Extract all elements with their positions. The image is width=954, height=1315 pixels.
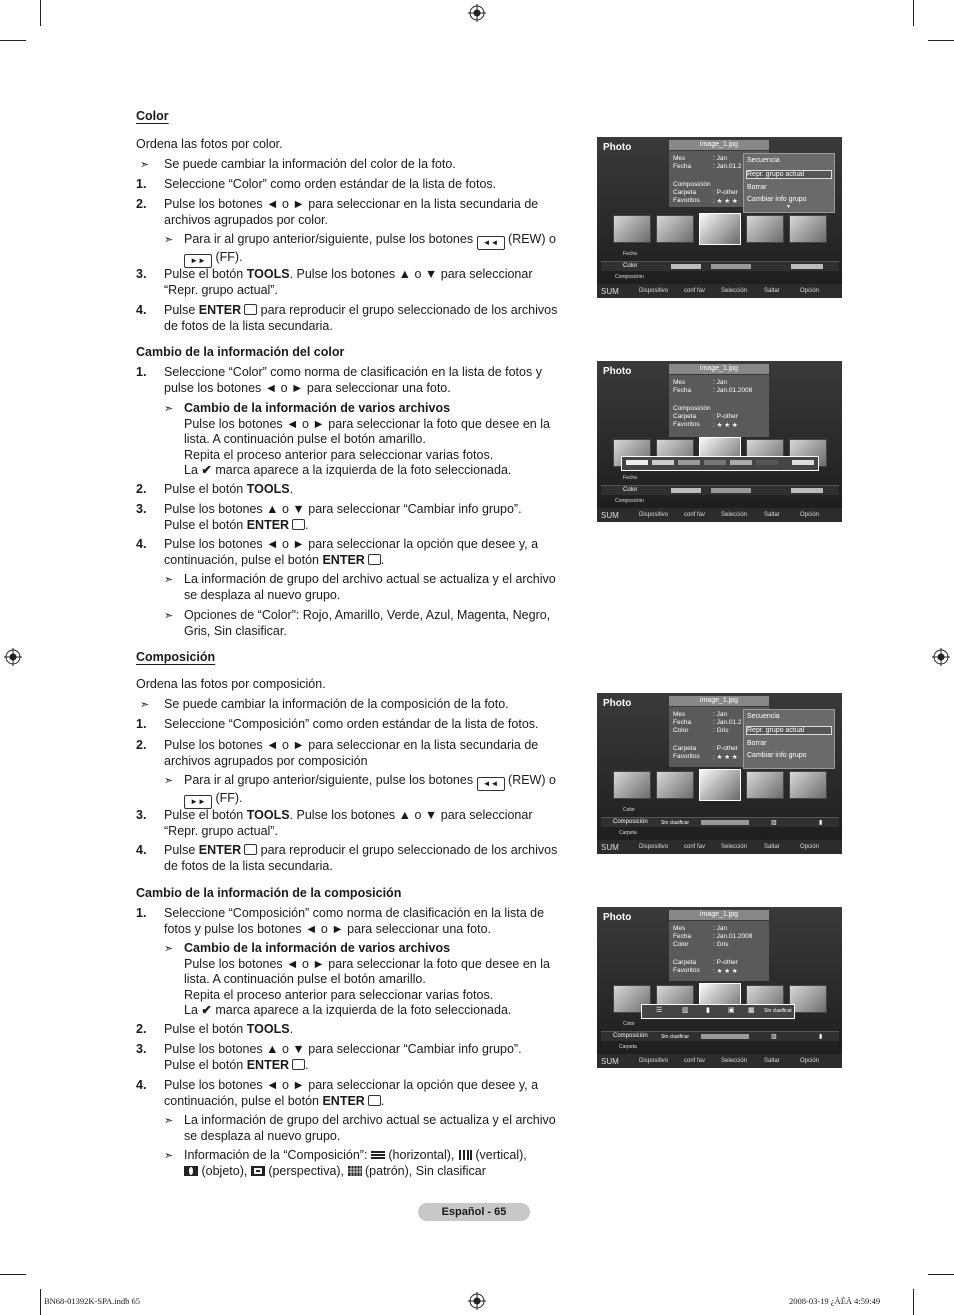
object-composition-icon: [184, 1166, 198, 1176]
note-text: Opciones de “Color”: Rojo, Amarillo, Verde, Azul, Magenta, Negro, Gris, Sin clasificar.: [184, 608, 551, 638]
photo-thumbnail: [746, 771, 784, 799]
print-date-info: 2008-03-19 ¿ÀÈÄ 4:59:49: [789, 1296, 881, 1306]
step-number: 3.: [136, 267, 147, 281]
photo-thumbnail-current: [699, 213, 741, 245]
step-text: Seleccione “Composición” como orden estándar de la lista de fotos.: [164, 717, 539, 731]
screen-footer: SUM Dispositivo conf fav Selección Saltar Opción: [597, 508, 842, 522]
note-arrow-icon: ➣: [164, 1115, 174, 1127]
step-text: Pulse los botones ◄ o ► para seleccionar en la lista secundaria de archivos agrupados por composición: [164, 738, 539, 768]
tv-screen-color-select: [597, 361, 842, 522]
sort-label: Carpeta: [619, 830, 637, 836]
photo-thumbnail: [656, 771, 694, 799]
note-arrow-icon: ➣: [164, 403, 174, 415]
tv-screen-comp-select: [597, 907, 842, 1068]
photo-thumbnail-current: [699, 769, 741, 801]
sort-label: Carpeta: [619, 1044, 637, 1050]
screen-footer: SUM Dispositivo conf fav Selección Saltar Opción: [597, 284, 842, 298]
menu-item[interactable]: Borrar: [747, 740, 767, 747]
screen-title: Photo: [603, 912, 632, 923]
step-line: Pulse los botones ◄ o ► para seleccionar en la lista secundaria de: [164, 197, 539, 211]
perspective-composition-icon: [251, 1166, 265, 1176]
step-text: Pulse los botones ◄ o ► para seleccionar la opción que desee y, a continuación, pulse el botón ENTER .: [164, 537, 539, 567]
crop-mark: [40, 1289, 41, 1315]
note-arrow-icon: ➣: [164, 1150, 174, 1162]
file-name: image_1.jpg: [669, 696, 769, 706]
enter-icon: [244, 844, 257, 855]
step-text: Seleccione “Color” como norma de clasificación en la lista de fotos y pulse los botones ◄ o ► para seleccionar una foto.: [164, 365, 542, 395]
horizontal-composition-icon: ☰: [656, 1007, 663, 1014]
note-arrow-icon: ➣: [164, 943, 174, 955]
info-panel: Mes : Jan Fecha : Jan.01.2 Composición Carpeta : P-other Favoritos : ★ ★ ★: [669, 151, 769, 207]
option-label: Sin clasificar: [764, 1008, 793, 1014]
sort-label: Composición: [615, 274, 644, 280]
registration-mark-icon: [468, 1292, 486, 1310]
intro-text: Ordena las fotos por composición.: [136, 677, 326, 691]
screen-footer: SUM Dispositivo conf fav Selección Saltar Opción: [597, 1054, 842, 1068]
vertical-composition-icon: ▥: [682, 1007, 689, 1014]
step-number: 4.: [136, 843, 147, 857]
note-text: [184, 232, 556, 268]
color-option-bar[interactable]: [621, 456, 819, 471]
crop-mark: [40, 0, 41, 26]
registration-mark-icon: [468, 4, 486, 22]
ff-button-icon: ►►: [184, 795, 212, 809]
enter-icon: [244, 304, 257, 315]
tools-menu: [743, 709, 835, 769]
subsection-title: Cambio de la información de la composición: [136, 886, 402, 900]
menu-item-selected[interactable]: Repr. grupo actual: [746, 170, 832, 179]
registration-mark-icon: [4, 648, 22, 666]
page-number-badge: Español - 65: [418, 1203, 530, 1221]
checkmark-icon: ✔: [201, 463, 212, 477]
step-text: Pulse el botón TOOLS. Pulse los botones ▲ o ▼ para seleccionar “Repr. grupo actual”.: [164, 267, 533, 297]
note-arrow-icon: ➣: [140, 699, 150, 711]
screen-footer: SUM Dispositivo conf fav Selección Saltar Opción: [597, 840, 842, 854]
step-text: Pulse ENTER para reproducir el grupo seleccionado de los archivos de fotos de la lista secundaria.: [164, 303, 558, 333]
file-name: image_1.jpg: [669, 910, 769, 920]
info-panel: Mes : Jan Fecha : Jan.01.2008 Composición Carpeta : P-other Favoritos : ★ ★ ★: [669, 375, 769, 437]
crop-mark: [928, 40, 954, 41]
tv-screen-color-menu: [597, 137, 842, 298]
menu-item-selected[interactable]: Repr. grupo actual: [746, 726, 832, 735]
step-text: Pulse los botones ▲ o ▼ para seleccionar “Cambiar info grupo”. Pulse el botón ENTER .: [164, 1042, 522, 1072]
pattern-composition-icon: [348, 1166, 362, 1176]
step-number: 3.: [136, 1042, 147, 1056]
step-text: Pulse los botones ◄ o ► para seleccionar la opción que desee y, a continuación, pulse el botón ENTER .: [164, 1078, 539, 1108]
perspective-composition-icon: ▣: [728, 1007, 735, 1014]
photo-thumbnail: [613, 215, 651, 243]
menu-item[interactable]: Borrar: [747, 184, 767, 191]
note-arrow-icon: ➣: [164, 775, 174, 787]
step-text: Seleccione “Composición” como norma de clasificación en la lista de fotos y pulse los botones ◄ o ► para seleccionar una foto.: [164, 906, 545, 936]
tools-menu: [743, 153, 835, 213]
note-line: Para ir al grupo anterior/siguiente, pulse los botones: [184, 232, 474, 246]
section-title-composicion: Composición: [136, 650, 216, 664]
intro-text: Ordena las fotos por color.: [136, 137, 283, 151]
menu-item[interactable]: Secuencia: [747, 157, 780, 164]
screen-title: Photo: [603, 142, 632, 153]
chevron-down-icon: ▼: [786, 204, 791, 210]
note-arrow-icon: ➣: [164, 574, 174, 586]
note-arrow-icon: ➣: [140, 159, 150, 171]
registration-mark-icon: [932, 648, 950, 666]
menu-item[interactable]: Secuencia: [747, 713, 780, 720]
note-text: Se puede cambiar la información del color de la foto.: [164, 157, 456, 171]
rew-button-icon: ◄◄: [477, 236, 505, 250]
note-line: (FF).: [215, 250, 243, 264]
crop-mark: [0, 40, 26, 41]
object-composition-icon: ▮: [706, 1007, 710, 1014]
screen-title: Photo: [603, 366, 632, 377]
note-text: La información de grupo del archivo actual se actualiza y el archivo se desplaza al nuevo grupo.: [184, 1113, 556, 1143]
rew-button-icon: ◄◄: [477, 777, 505, 791]
step-text: Pulse ENTER para reproducir el grupo seleccionado de los archivos de fotos de la lista secundaria.: [164, 843, 558, 873]
photo-thumbnail: [613, 771, 651, 799]
screen-title: Photo: [603, 698, 632, 709]
sort-label: Fecha: [623, 251, 637, 257]
object-composition-icon: ▮: [819, 1034, 823, 1040]
step-number: 3.: [136, 502, 147, 516]
file-name: image_1.jpg: [669, 140, 769, 150]
photo-thumbnail: [746, 215, 784, 243]
vertical-composition-icon: [458, 1150, 472, 1160]
crop-mark: [0, 1274, 26, 1275]
step-number: 4.: [136, 303, 147, 317]
step-number: 2.: [136, 738, 147, 752]
tv-screen-comp-menu: [597, 693, 842, 854]
note-text: Se puede cambiar la información de la composición de la foto.: [164, 697, 509, 711]
step-number: 1.: [136, 717, 147, 731]
sort-bar: Color: [601, 261, 839, 271]
sort-label: Color: [623, 1021, 635, 1027]
step-number: 1.: [136, 365, 147, 379]
info-panel: Mes : Jan Fecha : Jan.01.2 Color : Gris Carpeta : P-other Favoritos : ★ ★ ★: [669, 707, 769, 767]
enter-icon: [292, 519, 305, 530]
step-text: [164, 197, 538, 228]
composition-option-bar[interactable]: [641, 1004, 795, 1019]
step-number: 3.: [136, 808, 147, 822]
sort-bar: Color: [601, 485, 839, 495]
note-text: La información de grupo del archivo actual se actualiza y el archivo se desplaza al nuevo grupo.: [184, 572, 556, 602]
sort-label: Color: [623, 807, 635, 813]
vertical-composition-icon: ▥: [771, 1034, 777, 1040]
note-text: Para ir al grupo anterior/siguiente, pulse los botones ◄◄ (REW) o ►► (FF).: [184, 773, 556, 809]
section-title-color: Color: [136, 109, 169, 123]
enter-icon: [368, 1095, 381, 1106]
photo-thumbnail: [789, 215, 827, 243]
step-text: Pulse el botón TOOLS.: [164, 1022, 294, 1036]
step-number: 1.: [136, 177, 147, 191]
step-number: 4.: [136, 1078, 147, 1092]
sort-label: Composición: [615, 498, 644, 504]
photo-thumbnail: [656, 215, 694, 243]
step-number: 4.: [136, 537, 147, 551]
sort-bar: Composición Sin clasificar ▥ ▮: [601, 817, 839, 827]
print-file-info: BN68-01392K-SPA.indb 65: [44, 1296, 141, 1306]
note-line: (REW) o: [508, 232, 556, 246]
horizontal-composition-icon: [371, 1150, 385, 1160]
sort-bar: Composición Sin clasificar ▥ ▮: [601, 1031, 839, 1041]
note-arrow-icon: ➣: [164, 610, 174, 622]
step-number: 2.: [136, 1022, 147, 1036]
crop-mark: [913, 0, 914, 26]
file-name: image_1.jpg: [669, 364, 769, 374]
step-text: Pulse el botón TOOLS. Pulse los botones ▲ o ▼ para seleccionar “Repr. grupo actual”.: [164, 808, 533, 838]
object-composition-icon: ▮: [819, 820, 823, 826]
crop-mark: [913, 1289, 914, 1315]
step-number: 2.: [136, 482, 147, 496]
note-arrow-icon: ➣: [164, 234, 174, 246]
subsection-title: Cambio de la información del color: [136, 345, 345, 359]
step-text: Pulse el botón TOOLS.: [164, 482, 294, 496]
note-text: Información de la “Composición”: (horizontal), (vertical), (objeto), (perspectiva), (patrón), Sin clasificar: [184, 1148, 527, 1178]
pattern-composition-icon: ▦: [748, 1007, 755, 1014]
step-text: Seleccione “Color” como orden estándar de la lista de fotos.: [164, 177, 497, 191]
ff-button-icon: ►►: [184, 254, 212, 268]
step-number: 1.: [136, 906, 147, 920]
menu-item[interactable]: Cambiar info grupo: [747, 752, 807, 759]
info-panel: Mes : Jan Fecha : Jan.01.2008 Color : Gris Carpeta : P-other Favoritos : ★ ★ ★: [669, 921, 769, 981]
sort-label: Fecha: [623, 475, 637, 481]
vertical-composition-icon: ▥: [771, 820, 777, 826]
note-text: Cambio de la información de varios archivos Pulse los botones ◄ o ► para seleccionar la foto que desee en la lista. A continuación pulse el botón amarillo. Repita el proceso anterior para seleccionar varias fotos. La ✔ marca aparece a la izquierda de la foto seleccionada.: [184, 941, 550, 1017]
enter-icon: [292, 1059, 305, 1070]
note-text: Cambio de la información de varios archivos Pulse los botones ◄ o ► para seleccionar la foto que desee en la lista. A continuación pulse el botón amarillo. Repita el proceso anterior para seleccionar varias fotos. La ✔ marca aparece a la izquierda de la foto seleccionada.: [184, 401, 550, 477]
step-text: Pulse los botones ▲ o ▼ para seleccionar “Cambiar info grupo”. Pulse el botón ENTER .: [164, 502, 522, 532]
enter-icon: [368, 554, 381, 565]
step-number: 2.: [136, 197, 147, 211]
checkmark-icon: ✔: [201, 1003, 212, 1017]
crop-mark: [928, 1274, 954, 1275]
menu-item[interactable]: Cambiar info grupo: [747, 196, 807, 203]
photo-thumbnail: [789, 771, 827, 799]
step-line: archivos agrupados por color.: [164, 212, 328, 227]
